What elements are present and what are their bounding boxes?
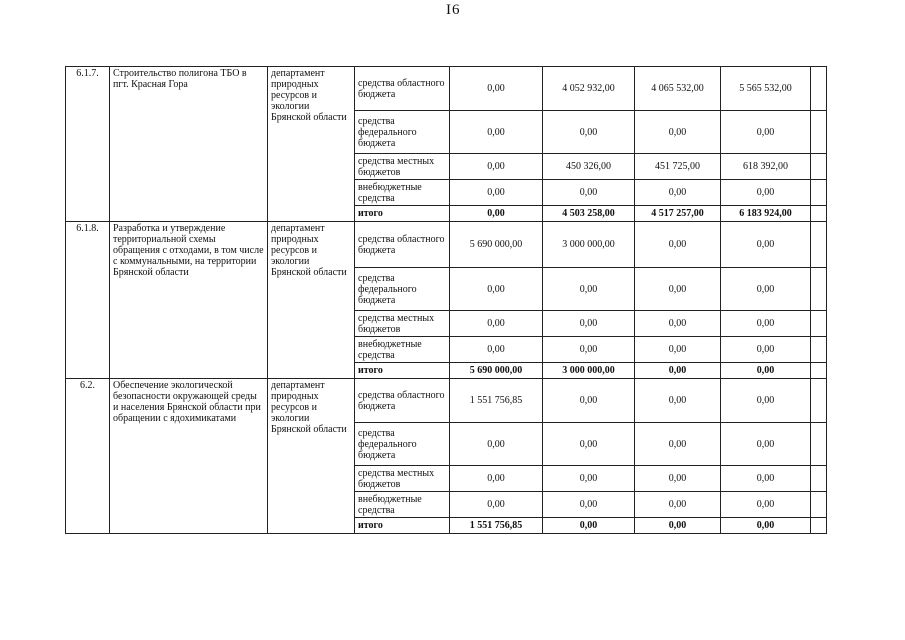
amount-cell: 5 565 532,00 [721,67,811,111]
amount-cell: 0,00 [543,311,635,337]
item-code: 6.1.8. [66,222,110,379]
amount-cell: 451 725,00 [635,154,721,180]
amount-cell [811,67,827,111]
amount-cell [811,180,827,206]
amount-cell: 0,00 [543,423,635,466]
amount-cell: 0,00 [635,268,721,311]
amount-cell: 618 392,00 [721,154,811,180]
item-code: 6.2. [66,379,110,534]
responsible-executor: департамент природных ресурсов и экологии Брянской области [268,222,355,379]
amount-cell: 0,00 [721,379,811,423]
amount-cell: 0,00 [635,518,721,534]
amount-cell: 0,00 [721,423,811,466]
amount-cell: 0,00 [635,337,721,363]
amount-cell: 0,00 [721,268,811,311]
amount-cell: 0,00 [543,379,635,423]
funding-source: итого [355,518,450,534]
amount-cell [811,466,827,492]
amount-cell: 0,00 [721,337,811,363]
amount-cell: 0,00 [635,111,721,154]
funding-source: средства областного бюджета [355,222,450,268]
amount-cell [811,518,827,534]
table-row [66,67,827,111]
amount-cell: 0,00 [635,423,721,466]
amount-cell: 3 000 000,00 [543,222,635,268]
amount-cell: 4 517 257,00 [635,206,721,222]
amount-cell: 0,00 [635,492,721,518]
funding-source: итого [355,206,450,222]
item-name: Обеспечение экологической безопасности окружающей среды и населения Брянской области при обращении с ядохимикатами [110,379,268,534]
budget-table [65,66,827,534]
item-code: 6.1.7. [66,67,110,222]
amount-cell: 0,00 [543,337,635,363]
amount-cell [811,492,827,518]
amount-cell: 0,00 [721,492,811,518]
funding-source: средства местных бюджетов [355,466,450,492]
amount-cell: 0,00 [721,518,811,534]
amount-cell: 0,00 [721,466,811,492]
funding-source: средства местных бюджетов [355,311,450,337]
amount-cell: 0,00 [721,311,811,337]
amount-cell [811,337,827,363]
amount-cell: 0,00 [450,67,543,111]
amount-cell: 0,00 [721,363,811,379]
amount-cell [811,311,827,337]
funding-source: внебюджетные средства [355,337,450,363]
table-row [66,222,827,268]
amount-cell: 0,00 [635,311,721,337]
amount-cell: 0,00 [450,206,543,222]
funding-source: средства местных бюджетов [355,154,450,180]
amount-cell: 0,00 [543,518,635,534]
page-number: I6 [446,2,461,18]
amount-cell: 0,00 [543,492,635,518]
responsible-executor: департамент природных ресурсов и экологии Брянской области [268,67,355,222]
amount-cell: 0,00 [450,466,543,492]
amount-cell: 0,00 [450,180,543,206]
amount-cell: 0,00 [450,423,543,466]
amount-cell: 0,00 [543,180,635,206]
amount-cell [811,154,827,180]
amount-cell [811,268,827,311]
amount-cell: 6 183 924,00 [721,206,811,222]
funding-source: средства федерального бюджета [355,111,450,154]
item-name: Строительство полигона ТБО в пгт. Красная Гора [110,67,268,222]
amount-cell [811,111,827,154]
amount-cell: 0,00 [721,111,811,154]
amount-cell: 4 065 532,00 [635,67,721,111]
funding-source: итого [355,363,450,379]
amount-cell: 0,00 [635,180,721,206]
amount-cell: 3 000 000,00 [543,363,635,379]
funding-source: средства областного бюджета [355,379,450,423]
funding-source: средства федерального бюджета [355,423,450,466]
amount-cell: 0,00 [635,379,721,423]
amount-cell: 0,00 [635,222,721,268]
amount-cell: 0,00 [450,154,543,180]
amount-cell [811,206,827,222]
amount-cell: 0,00 [721,222,811,268]
amount-cell: 5 690 000,00 [450,222,543,268]
table-row [66,379,827,423]
funding-source: внебюджетные средства [355,492,450,518]
amount-cell: 0,00 [635,466,721,492]
amount-cell: 1 551 756,85 [450,518,543,534]
amount-cell: 4 503 258,00 [543,206,635,222]
amount-cell [811,363,827,379]
funding-source: средства областного бюджета [355,67,450,111]
amount-cell: 450 326,00 [543,154,635,180]
amount-cell: 0,00 [543,111,635,154]
amount-cell: 0,00 [450,311,543,337]
amount-cell [811,379,827,423]
amount-cell: 0,00 [635,363,721,379]
amount-cell [811,222,827,268]
amount-cell: 0,00 [450,337,543,363]
responsible-executor: департамент природных ресурсов и экологии Брянской области [268,379,355,534]
amount-cell [811,423,827,466]
amount-cell: 4 052 932,00 [543,67,635,111]
amount-cell: 0,00 [450,111,543,154]
amount-cell: 5 690 000,00 [450,363,543,379]
amount-cell: 0,00 [721,180,811,206]
amount-cell: 1 551 756,85 [450,379,543,423]
amount-cell: 0,00 [543,466,635,492]
funding-source: средства федерального бюджета [355,268,450,311]
amount-cell: 0,00 [543,268,635,311]
item-name: Разработка и утверждение территориальной схемы обращения с отходами, в том числе с коммунальными, на территории Брянской области [110,222,268,379]
funding-source: внебюджетные средства [355,180,450,206]
amount-cell: 0,00 [450,268,543,311]
amount-cell: 0,00 [450,492,543,518]
